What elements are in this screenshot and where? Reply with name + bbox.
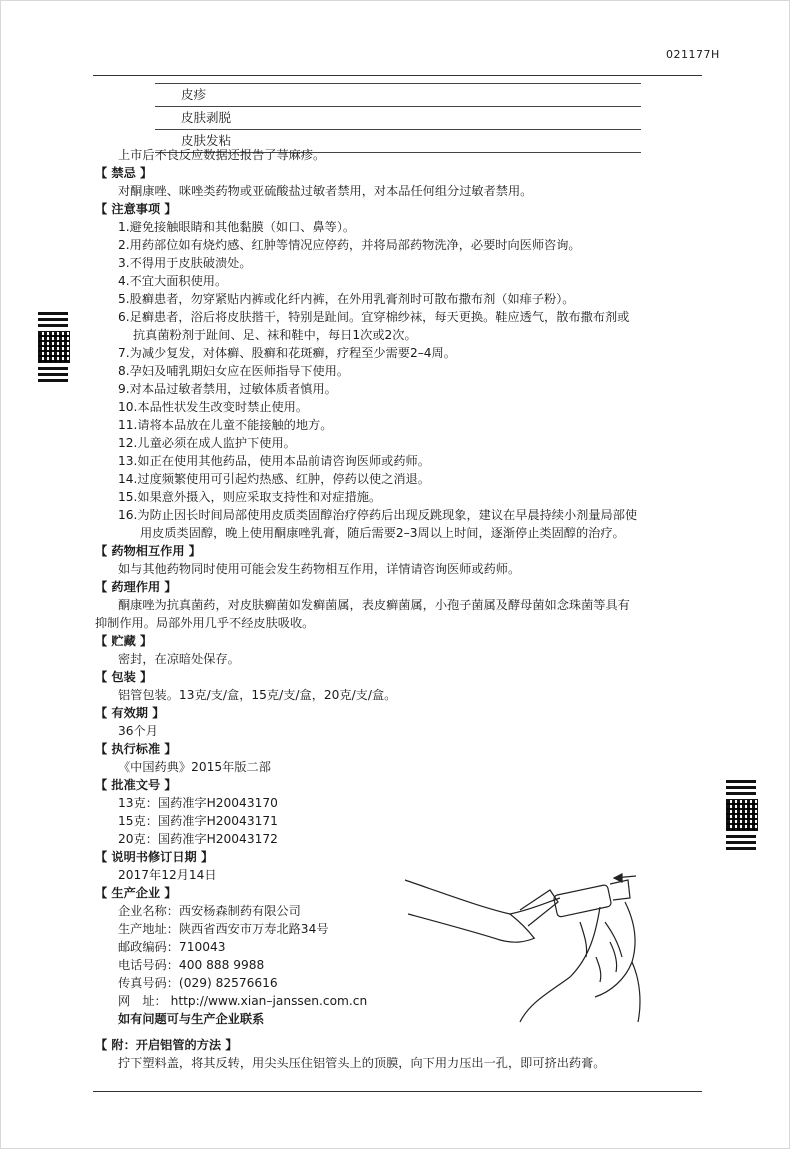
- appendix-text: 拧下塑料盖，将其反转，用尖头压住铝管头上的顶膜，向下用力压出一孔，即可挤出药膏。: [118, 1056, 606, 1070]
- post-market-note: 上市后不良反应数据还报告了荨麻疹。: [118, 148, 326, 162]
- table-row: 皮疹: [155, 83, 641, 106]
- list-item: 3.不得用于皮肤破溃处。: [118, 256, 252, 270]
- list-item: 13克：国药准字H20043170: [118, 796, 278, 810]
- list-item: 6.足癣患者，浴后将皮肤揩干，特别是趾间。宜穿棉纱袜，每天更换。鞋应透气，散布撒布剂或: [118, 310, 630, 324]
- contact-note: 如有问题可与生产企业联系: [118, 1012, 265, 1026]
- tube-opening-illustration: [400, 862, 660, 1032]
- interactions-text: 如与其他药物同时使用可能会发生药物相互作用，详情请咨询医师或药师。: [118, 562, 521, 576]
- contra-heading: 【 禁忌 】: [95, 166, 153, 180]
- side-effects-table: [155, 83, 641, 153]
- standard-heading: 【 执行标准 】: [95, 742, 177, 756]
- manufacturer-line: 电话号码：400 888 9988: [118, 958, 265, 972]
- document-code: 021177H: [666, 48, 720, 61]
- manufacturer-line: 企业名称：西安杨森制药有限公司: [118, 904, 301, 918]
- list-item: 12.儿童必须在成人监护下使用。: [118, 436, 296, 450]
- manufacturer-line: 传真号码：(029) 82576616: [118, 976, 278, 990]
- storage-heading: 【 贮藏 】: [95, 634, 153, 648]
- pharmacology-text-2: 抑制作用。局部外用几乎不经皮肤吸收。: [95, 616, 315, 630]
- revision-heading: 【 说明书修订日期 】: [95, 850, 214, 864]
- manufacturer-line: 生产地址：陕西省西安市万寿北路34号: [118, 922, 329, 936]
- package-heading: 【 包装 】: [95, 670, 153, 684]
- validity-text: 36个月: [118, 724, 158, 738]
- list-item: 15.如果意外摄入，则应采取支持性和对症措施。: [118, 490, 382, 504]
- list-item: 20克：国药准字H20043172: [118, 832, 278, 846]
- list-item: 16.为防止因长时间局部使用皮质类固醇治疗停药后出现反跳现象，建议在早晨持续小剂量局部使: [118, 508, 638, 522]
- manufacturer-heading: 【 生产企业 】: [95, 886, 177, 900]
- list-item: 1.避免接触眼睛和其他黏膜（如口、鼻等）。: [118, 220, 356, 234]
- precautions-heading: 【 注意事项 】: [95, 202, 177, 216]
- right-barcode-icon: [726, 780, 756, 853]
- list-item: 8.孕妇及哺乳期妇女应在医师指导下使用。: [118, 364, 350, 378]
- interactions-heading: 【 药物相互作用 】: [95, 544, 201, 558]
- list-item: 2.用药部位如有烧灼感、红肿等情况应停药，并将局部药物洗净，必要时向医师咨询。: [118, 238, 581, 252]
- list-item: 用皮质类固醇，晚上使用酮康唑乳膏，随后需要2–3周以上时间，逐渐停止类固醇的治疗。: [140, 526, 625, 540]
- pharmacology-text-1: 酮康唑为抗真菌药，对皮肤癣菌如发癣菌属，表皮癣菌属，小孢子菌属及酵母菌如念珠菌等具有: [118, 598, 630, 612]
- list-item: 13.如正在使用其他药品，使用本品前请咨询医师或药师。: [118, 454, 430, 468]
- manufacturer-line: 邮政编码：710043: [118, 940, 226, 954]
- list-item: 9.对本品过敏者禁用，过敏体质者慎用。: [118, 382, 337, 396]
- pharmacology-heading: 【 药理作用 】: [95, 580, 177, 594]
- left-barcode-icon: [38, 312, 68, 385]
- revision-text: 2017年12月14日: [118, 868, 217, 882]
- list-item: 11.请将本品放在儿童不能接触的地方。: [118, 418, 333, 432]
- table-row: 皮肤剥脱: [155, 106, 641, 129]
- top-rule: [93, 75, 702, 76]
- list-item: 10.本品性状发生改变时禁止使用。: [118, 400, 309, 414]
- list-item: 4.不宜大面积使用。: [118, 274, 228, 288]
- contra-text: 对酮康唑、咪唑类药物或亚硫酸盐过敏者禁用，对本品任何组分过敏者禁用。: [118, 184, 533, 198]
- list-item: 7.为减少复发，对体癣、股癣和花斑癣，疗程至少需要2–4周。: [118, 346, 456, 360]
- appendix-heading: 【 附：开启铝管的方法 】: [95, 1038, 238, 1052]
- table-row: 皮肤发粘: [155, 129, 641, 153]
- list-item: 14.过度频繁使用可引起灼热感、红肿，停药以使之消退。: [118, 472, 430, 486]
- list-item: 15克：国药准字H20043171: [118, 814, 278, 828]
- validity-heading: 【 有效期 】: [95, 706, 165, 720]
- package-text: 铝管包装。13克/支/盒，15克/支/盒，20克/支/盒。: [118, 688, 397, 702]
- approval-heading: 【 批准文号 】: [95, 778, 177, 792]
- list-item: 抗真菌粉剂于趾间、足、袜和鞋中，每日1次或2次。: [133, 328, 417, 342]
- standard-text: 《中国药典》2015年版二部: [118, 760, 271, 774]
- bottom-rule: [93, 1091, 702, 1092]
- list-item: 5.股癣患者，勿穿紧贴内裤或化纤内裤，在外用乳膏剂时可散布撒布剂（如痱子粉）。: [118, 292, 575, 306]
- manufacturer-line: 网 址： http://www.xian–janssen.com.cn: [118, 994, 368, 1008]
- storage-text: 密封，在凉暗处保存。: [118, 652, 240, 666]
